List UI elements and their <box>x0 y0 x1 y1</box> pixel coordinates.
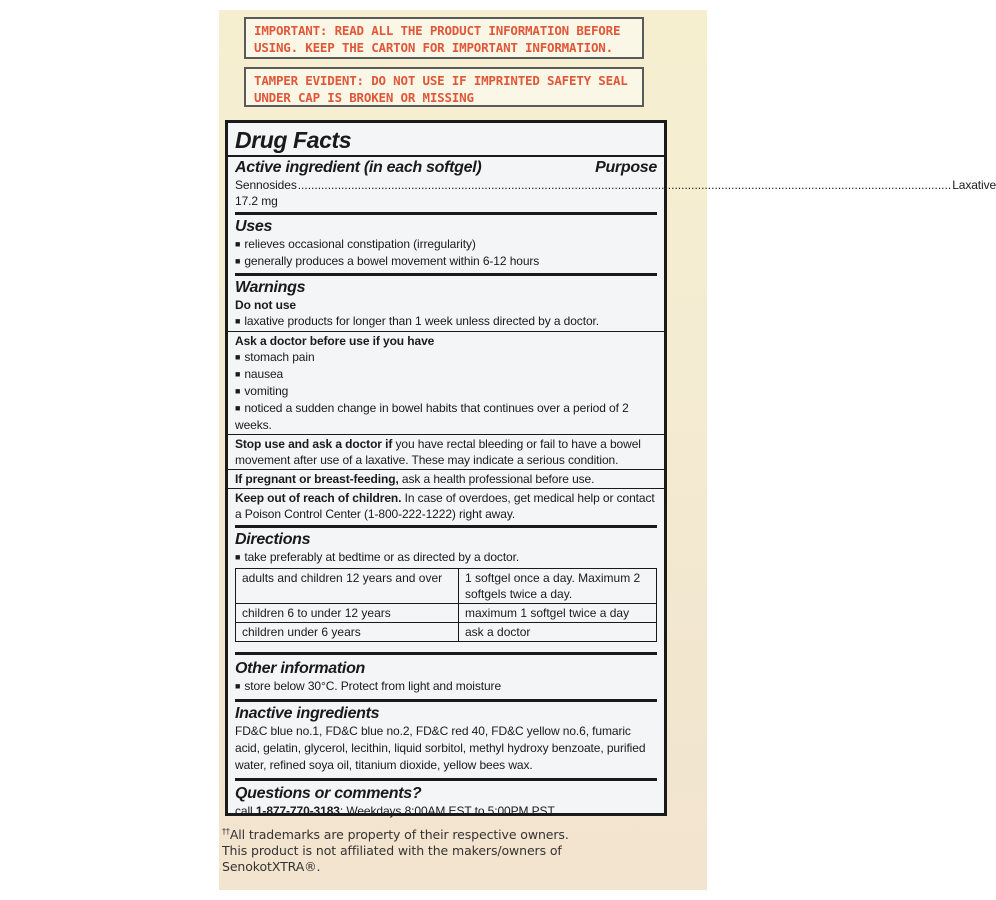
active-ingredient-section <box>235 123 996 215</box>
pregnant-paragraph: If pregnant or breast-feeding, ask a health professional before use. <box>235 472 595 486</box>
directions-table <box>235 568 657 642</box>
leader-dots: .................................................................................................................................................................................................... <box>297 178 952 192</box>
table-row: children 6 to under 12 years maximum 1 softgel twice a day <box>236 604 657 623</box>
inactive-ingredients-text: FD&C blue no.1, FD&C blue no.2, FD&C red 40, FD&C yellow no.6, fumaric acid, gelatin, glycerol, lecithin, liquid sorbitol, methyl hydroxy benzoate, purified water, refined soya oil, titanium dioxide, yellow bees wax. <box>235 724 646 772</box>
list-item: ■ generally produces a bowel movement within 6-12 hours <box>235 253 657 270</box>
ingredient-purpose: Laxative <box>952 178 996 192</box>
list-item: ■ laxative products for longer than 1 week unless directed by a doctor. <box>235 313 657 330</box>
trademark-footnote: ††All trademarks are property of their respective owners. This product is not affiliated with the makers/owners of SenokotXTRA®. <box>222 827 569 875</box>
contact-line: call 1-877-770-3183: Weekdays 8:00AM EST to 5:00PM PST <box>235 804 555 818</box>
purpose-heading: Purpose <box>595 159 657 176</box>
uses-section <box>235 215 657 276</box>
list-item: ■ vomiting <box>235 383 657 400</box>
important-notice: IMPORTANT: READ ALL THE PRODUCT INFORMATION BEFORE USING. KEEP THE CARTON FOR IMPORTANT INFORMATION. <box>244 17 644 59</box>
drug-facts-panel <box>225 120 996 818</box>
active-ingredient-heading: Active ingredient (in each softgel) <box>235 159 482 176</box>
list-item: ■ nausea <box>235 366 657 383</box>
other-information-section <box>235 655 657 702</box>
questions-section <box>235 781 657 819</box>
ask-doctor-label: Ask a doctor before use if you have <box>235 334 435 348</box>
do-not-use-label: Do not use <box>235 298 296 312</box>
ingredient-name: Sennosides 17.2 mg <box>235 178 297 208</box>
tamper-evident-notice: TAMPER EVIDENT: DO NOT USE IF IMPRINTED SAFETY SEAL UNDER CAP IS BROKEN OR MISSING <box>244 67 644 107</box>
list-item: ■ noticed a sudden change in bowel habits that continues over a period of 2 weeks. <box>235 400 657 433</box>
directions-section <box>235 528 657 655</box>
list-item: ■ store below 30°C. Protect from light and moisture <box>235 678 657 695</box>
other-information-heading: Other information <box>235 660 366 677</box>
directions-intro: ■ take preferably at bedtime or as directed by a doctor. <box>235 549 657 566</box>
warnings-heading: Warnings <box>235 279 306 296</box>
inactive-ingredients-heading: Inactive ingredients <box>235 705 380 722</box>
warnings-section <box>235 276 657 528</box>
drug-facts-title: Drug Facts <box>235 127 352 153</box>
phone-number: 1-877-770-3183 <box>255 804 340 818</box>
stop-use-paragraph: Stop use and ask a doctor if you have rectal bleeding or fail to have a bowel movement after use of a laxative. These may indicate a serious condition. <box>235 437 641 467</box>
directions-heading: Directions <box>235 531 311 548</box>
questions-heading: Questions or comments? <box>235 785 422 802</box>
table-row: children under 6 years ask a doctor <box>236 623 657 642</box>
list-item: ■ relieves occasional constipation (irregularity) <box>235 236 657 253</box>
keep-out-paragraph: Keep out of reach of children. In case of overdoes, get medical help or contact a Poison Control Center (1-800-222-1222) right away. <box>235 491 655 521</box>
table-row: adults and children 12 years and over 1 softgel once a day. Maximum 2 softgels twice a day. <box>236 569 657 604</box>
uses-heading: Uses <box>235 218 273 235</box>
inactive-ingredients-section <box>235 702 657 781</box>
list-item: ■ stomach pain <box>235 349 657 366</box>
